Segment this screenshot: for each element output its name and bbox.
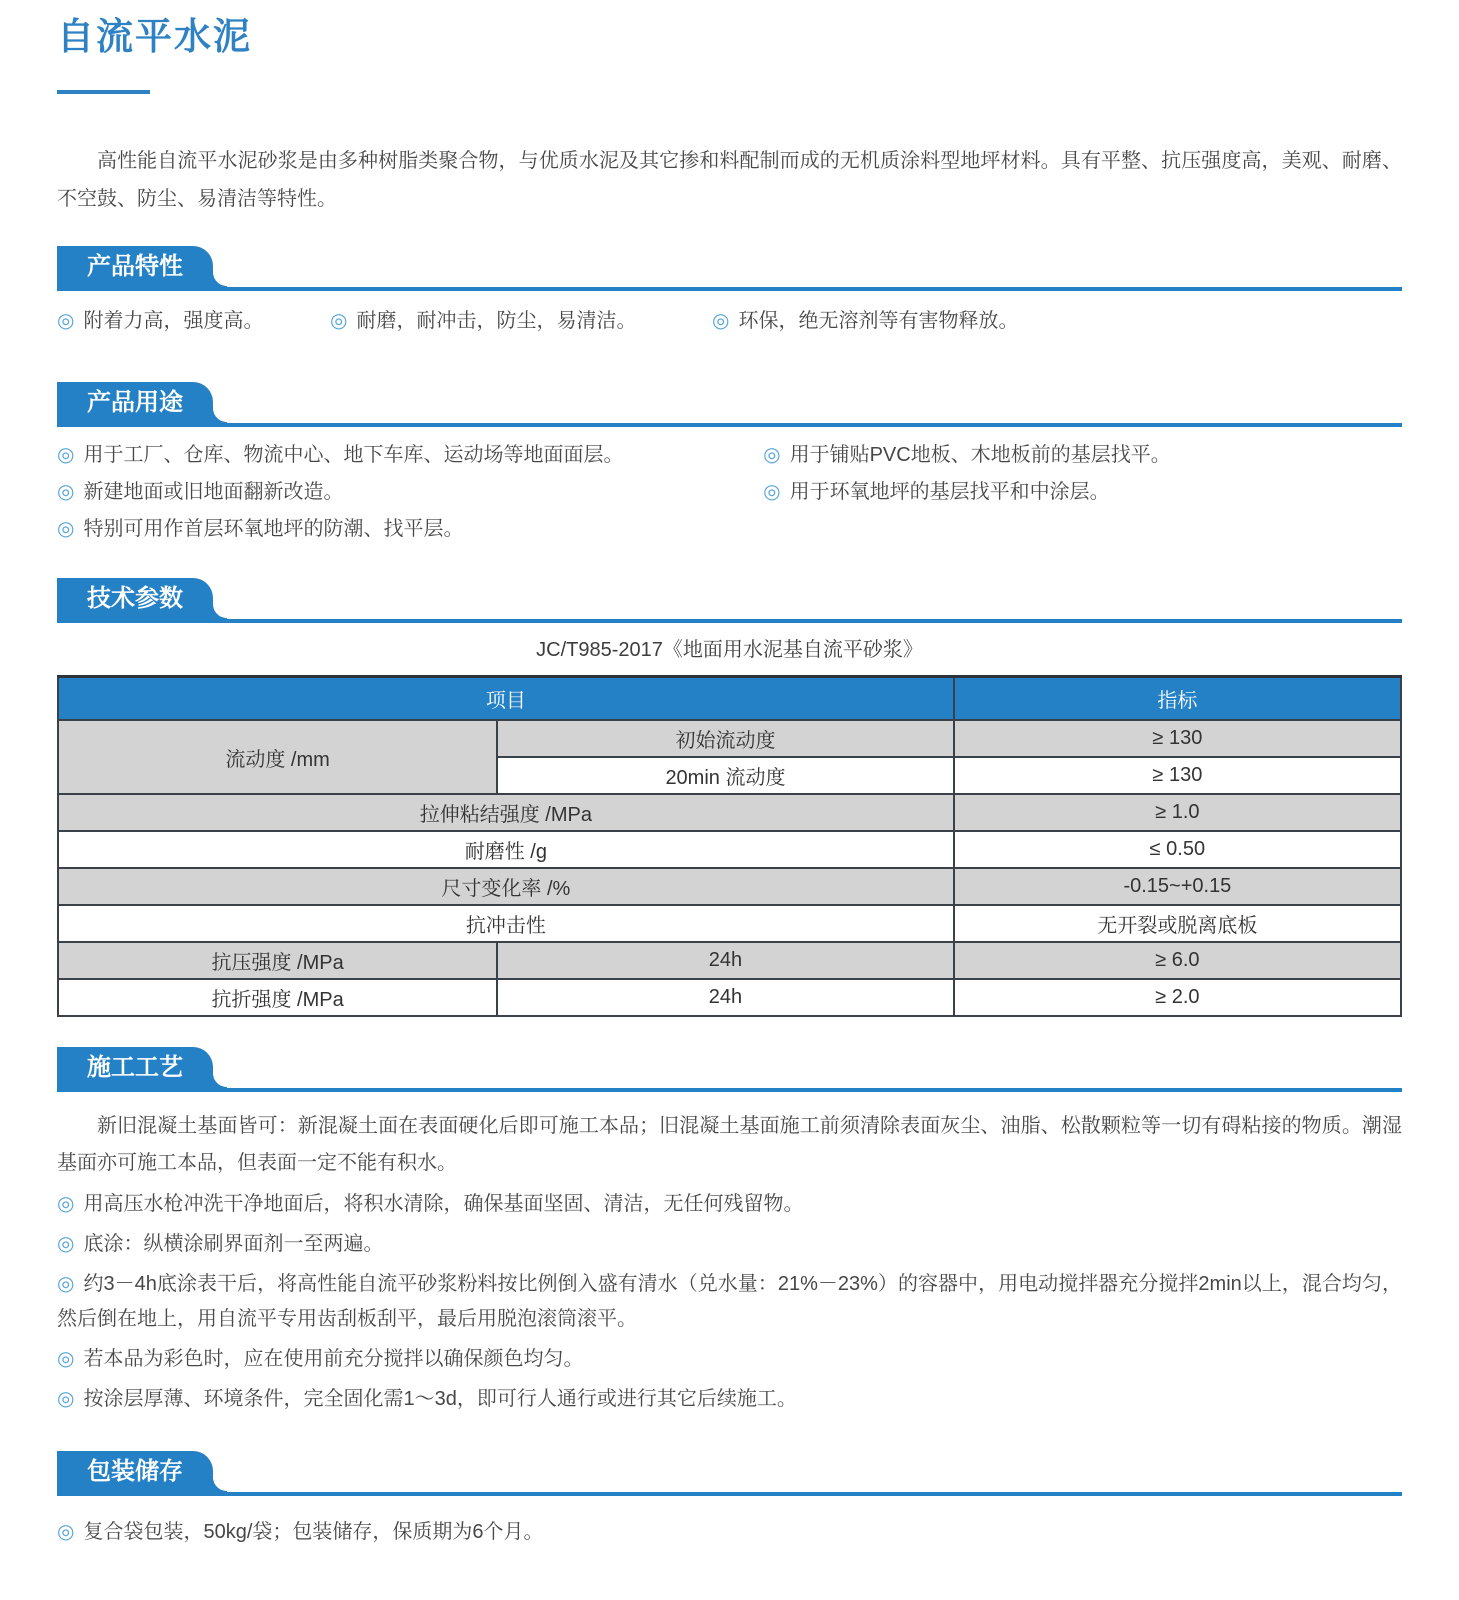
tech-parameters-table (57, 675, 1402, 1017)
section-tab-label: 施工工艺 (87, 1054, 183, 1081)
use-item-text: 用于环氧地坪的基层找平和中涂层。 (789, 481, 1110, 503)
bullet-icon: ◎ (57, 310, 75, 332)
bullet-icon: ◎ (57, 1388, 75, 1410)
table-header-index: 指标 (954, 677, 1401, 721)
use-item (763, 437, 1402, 474)
process-step-text: 约3－4h底涂表干后，将高性能自流平砂浆粉料按比例倒入盛有清水（兑水量：21%－23%）的容器中，用电动搅拌器充分搅拌2min以上，混合均匀，然后倒在地上，用自流平专用齿刮板刮平，最后用脱泡滚筒滚平。 (57, 1273, 1402, 1330)
process-step-text: 底涂：纵横涂刷界面剂一至两遍。 (83, 1233, 384, 1255)
table-cell: 初始流动度 (497, 720, 954, 757)
process-step-text: 若本品为彩色时，应在使用前充分搅拌以确保颜色均匀。 (83, 1348, 584, 1370)
section-tab (57, 1451, 213, 1492)
packaging-item-text: 复合袋包装，50kg/袋；包装储存，保质期为6个月。 (83, 1521, 544, 1543)
section-tab (57, 1047, 213, 1088)
bullet-icon: ◎ (57, 518, 75, 540)
section-uses-header (57, 382, 1402, 427)
section-tab-label: 产品特性 (87, 253, 183, 280)
feature-item (712, 303, 1018, 340)
table-row (58, 720, 1401, 757)
uses-right-column (763, 437, 1402, 548)
section-tab (57, 246, 213, 287)
table-cell: ≥ 6.0 (954, 942, 1401, 979)
table-cell: 抗压强度 /MPa (58, 942, 497, 979)
table-cell: 20min 流动度 (497, 757, 954, 794)
process-step (57, 1187, 1402, 1222)
title-underline (57, 90, 150, 94)
section-packaging-header (57, 1451, 1402, 1496)
table-cell: ≥ 130 (954, 720, 1401, 757)
process-intro-paragraph: 新旧混凝土基面皆可：新混凝土面在表面硬化后即可施工本品；旧混凝土基面施工前须清除表面灰尘、油脂、松散颗粒等一切有碍粘接的物质。潮湿基面亦可施工本品，但表面一定不能有积水。 (57, 1115, 1402, 1174)
section-tab (57, 382, 213, 423)
feature-item-text: 耐磨，耐冲击，防尘，易清洁。 (356, 310, 637, 332)
table-row (58, 905, 1401, 942)
table-cell: ≥ 2.0 (954, 979, 1401, 1016)
section-tab-label: 产品用途 (87, 389, 183, 416)
table-cell: 无开裂或脱离底板 (954, 905, 1401, 942)
table-header-item: 项目 (58, 677, 954, 721)
table-cell: ≥ 1.0 (954, 794, 1401, 831)
use-item-text: 用于工厂、仓库、物流中心、地下车库、运动场等地面面层。 (83, 444, 624, 466)
table-cell: 24h (497, 979, 954, 1016)
process-step (57, 1227, 1402, 1262)
process-step-text: 用高压水枪冲洗干净地面后，将积水清除，确保基面坚固、清洁，无任何残留物。 (83, 1193, 804, 1215)
table-cell: 尺寸变化率 /% (58, 868, 954, 905)
table-cell: ≤ 0.50 (954, 831, 1401, 868)
page-title: 自流平水泥 (57, 16, 252, 57)
table-cell: 抗冲击性 (58, 905, 954, 942)
table-cell: 拉伸粘结强度 /MPa (58, 794, 954, 831)
table-row (58, 831, 1401, 868)
feature-item (330, 303, 712, 340)
bullet-icon: ◎ (57, 1273, 75, 1295)
use-item (57, 511, 763, 548)
use-item-text: 用于铺贴PVC地板、木地板前的基层找平。 (789, 444, 1171, 466)
table-row (58, 794, 1401, 831)
table-row (58, 868, 1401, 905)
table-cell: 抗折强度 /MPa (58, 979, 497, 1016)
section-tab (57, 578, 213, 619)
table-cell: ≥ 130 (954, 757, 1401, 794)
table-cell: 24h (497, 942, 954, 979)
use-item-text: 特别可用作首层环氧地坪的防潮、找平层。 (83, 518, 464, 540)
process-step (57, 1382, 1402, 1417)
tech-standard-caption: JC/T985-2017《地面用水泥基自流平砂浆》 (536, 639, 923, 661)
feature-item (57, 303, 330, 340)
bullet-icon: ◎ (57, 444, 75, 466)
table-header-row (58, 677, 1401, 721)
section-features-header (57, 246, 1402, 291)
bullet-icon: ◎ (330, 310, 348, 332)
use-item (57, 474, 763, 511)
process-step-text: 按涂层厚薄、环境条件，完全固化需1～3d，即可行人通行或进行其它后续施工。 (83, 1388, 797, 1410)
use-item (763, 474, 1402, 511)
intro-paragraph: 高性能自流平水泥砂浆是由多种树脂类聚合物，与优质水泥及其它掺和料配制而成的无机质涂料型地坪材料。具有平整、抗压强度高，美观、耐磨、不空鼓、防尘、易清洁等特性。 (57, 150, 1402, 210)
table-row (58, 942, 1401, 979)
uses-left-column (57, 437, 763, 548)
features-list (57, 303, 1402, 340)
feature-item-text: 环保，绝无溶剂等有害物释放。 (738, 310, 1019, 332)
table-row (58, 979, 1401, 1016)
process-step (57, 1342, 1402, 1377)
bullet-icon: ◎ (57, 1193, 75, 1215)
section-tab-label: 技术参数 (87, 585, 183, 612)
section-process-header (57, 1047, 1402, 1092)
bullet-icon: ◎ (57, 1348, 75, 1370)
feature-item-text: 附着力高，强度高。 (83, 310, 264, 332)
table-cell: 流动度 /mm (58, 720, 497, 794)
table-cell: -0.15~+0.15 (954, 868, 1401, 905)
section-tech-header (57, 578, 1402, 623)
bullet-icon: ◎ (763, 444, 781, 466)
section-tab-label: 包装储存 (87, 1458, 183, 1485)
bullet-icon: ◎ (57, 481, 75, 503)
uses-list (57, 437, 1402, 548)
table-cell: 耐磨性 /g (58, 831, 954, 868)
bullet-icon: ◎ (57, 1233, 75, 1255)
process-step (57, 1267, 1402, 1337)
bullet-icon: ◎ (763, 481, 781, 503)
use-item-text: 新建地面或旧地面翻新改造。 (83, 481, 344, 503)
bullet-icon: ◎ (712, 310, 730, 332)
packaging-item (57, 1514, 1402, 1551)
use-item (57, 437, 763, 474)
bullet-icon: ◎ (57, 1521, 75, 1543)
